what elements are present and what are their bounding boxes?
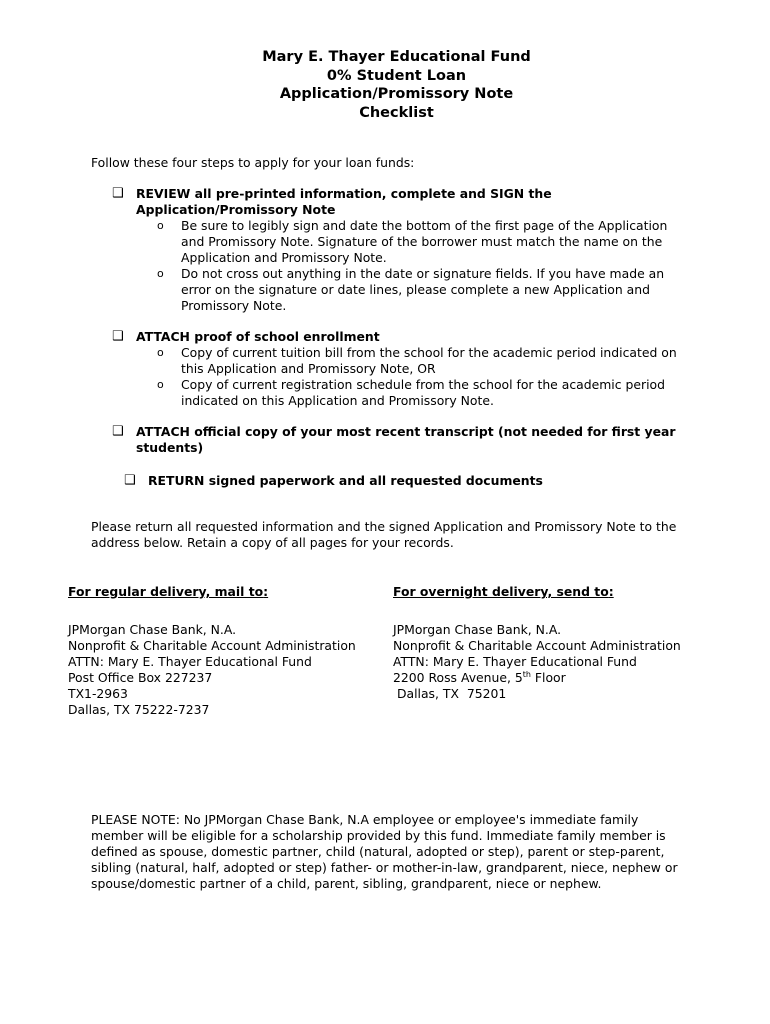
bullet-icon: o xyxy=(157,346,164,359)
address-line: Nonprofit & Charitable Account Administration xyxy=(393,638,681,653)
checkbox-icon: ❑ xyxy=(124,473,136,488)
bullet-line: Be sure to legibly sign and date the bottom of the first page of the Application xyxy=(181,218,668,233)
ordinal-suffix: th xyxy=(522,669,531,679)
title-line-2: 0% Student Loan xyxy=(326,67,467,84)
checklist-item-attach-transcript xyxy=(112,424,732,456)
street-text: 2200 Ross Avenue, 5 xyxy=(393,670,523,685)
document-title xyxy=(0,48,770,122)
bullet-icon: o xyxy=(157,378,164,391)
address-line: ATTN: Mary E. Thayer Educational Fund xyxy=(68,654,312,669)
step-heading-line: REVIEW all pre-printed information, complete and SIGN the xyxy=(136,186,552,201)
title-line-3: Application/Promissory Note xyxy=(279,86,514,102)
address-line: Dallas, TX 75222-7237 xyxy=(68,702,210,717)
checkbox-icon: ❑ xyxy=(112,329,124,344)
list-item xyxy=(157,345,717,377)
bullet-line: Copy of current tuition bill from the school for the academic period indicated on xyxy=(181,345,677,360)
address-city-line: Dallas, TX 75201 xyxy=(393,686,507,701)
checklist-item-review xyxy=(112,186,712,218)
regular-delivery-heading-text: For regular delivery, mail to xyxy=(68,584,264,599)
list-item xyxy=(157,266,717,314)
review-bullet-list xyxy=(157,218,717,314)
step-heading-line: ATTACH official copy of your most recent transcript (not needed for first year xyxy=(136,424,676,439)
checklist-item-return xyxy=(124,473,724,489)
heading-colon: : xyxy=(263,584,269,599)
checkbox-icon: ❑ xyxy=(112,424,124,439)
street-text-end: Floor xyxy=(530,670,566,685)
note-line: sibling (natural, half, adopted or step) father- or mother-in-law, grandparent, niece, nephew or xyxy=(91,860,678,875)
eligibility-note xyxy=(91,812,731,892)
step-heading-line: ATTACH proof of school enrollment xyxy=(136,329,380,344)
checklist-item-attach-enrollment xyxy=(112,329,712,345)
bullet-icon: o xyxy=(157,219,164,232)
note-line: member will be eligible for a scholarship provided by this fund. Immediate family member is xyxy=(91,828,666,843)
enrollment-bullet-list xyxy=(157,345,717,409)
address-street-line xyxy=(393,670,681,686)
title-line-1: Mary E. Thayer Educational Fund xyxy=(262,49,531,65)
note-line: spouse/domestic partner of a child, parent, sibling, grandparent, niece or nephew. xyxy=(91,876,602,891)
overnight-delivery-heading xyxy=(393,584,614,600)
return-instructions xyxy=(91,519,711,551)
overnight-delivery-heading-text: For overnight delivery, send to xyxy=(393,584,609,599)
step-heading-line: RETURN signed paperwork and all requested documents xyxy=(148,473,543,488)
bullet-icon: o xyxy=(157,267,164,280)
bullet-line: Promissory Note. xyxy=(181,298,287,313)
note-line: PLEASE NOTE: No JPMorgan Chase Bank, N.A employee or employee's immediate family xyxy=(91,812,639,827)
address-line: JPMorgan Chase Bank, N.A. xyxy=(393,622,562,637)
paragraph-line: Please return all requested information and the signed Application and Promissory Note to the xyxy=(91,519,677,534)
bullet-line: and Promissory Note. Signature of the borrower must match the name on the xyxy=(181,234,663,249)
bullet-line: Application and Promissory Note. xyxy=(181,250,387,265)
list-item xyxy=(157,377,717,409)
bullet-line: this Application and Promissory Note, OR xyxy=(181,361,436,376)
regular-delivery-address xyxy=(68,622,356,718)
address-line: ATTN: Mary E. Thayer Educational Fund xyxy=(393,654,637,669)
address-line: Nonprofit & Charitable Account Administration xyxy=(68,638,356,653)
heading-colon: : xyxy=(608,584,614,599)
title-line-4: Checklist xyxy=(359,104,434,121)
overnight-delivery-address xyxy=(393,622,681,702)
bullet-line: Copy of current registration schedule from the school for the academic period xyxy=(181,377,665,392)
bullet-line: error on the signature or date lines, please complete a new Application and xyxy=(181,282,650,297)
note-line: defined as spouse, domestic partner, child (natural, adopted or step), parent or step-parent, xyxy=(91,844,665,859)
list-item xyxy=(157,218,717,266)
address-line: TX1-2963 xyxy=(68,686,128,701)
regular-delivery-heading xyxy=(68,584,268,600)
paragraph-line: address below. Retain a copy of all pages for your records. xyxy=(91,535,454,550)
bullet-line: indicated on this Application and Promissory Note. xyxy=(181,393,494,408)
step-heading-line: Application/Promissory Note xyxy=(136,202,336,217)
address-line: Post Office Box 227237 xyxy=(68,670,213,685)
step-heading-line: students) xyxy=(136,440,204,455)
intro-text: Follow these four steps to apply for your loan funds: xyxy=(91,155,415,170)
bullet-line: Do not cross out anything in the date or signature fields. If you have made an xyxy=(181,266,665,281)
address-line: JPMorgan Chase Bank, N.A. xyxy=(68,622,237,637)
checkbox-icon: ❑ xyxy=(112,186,124,201)
